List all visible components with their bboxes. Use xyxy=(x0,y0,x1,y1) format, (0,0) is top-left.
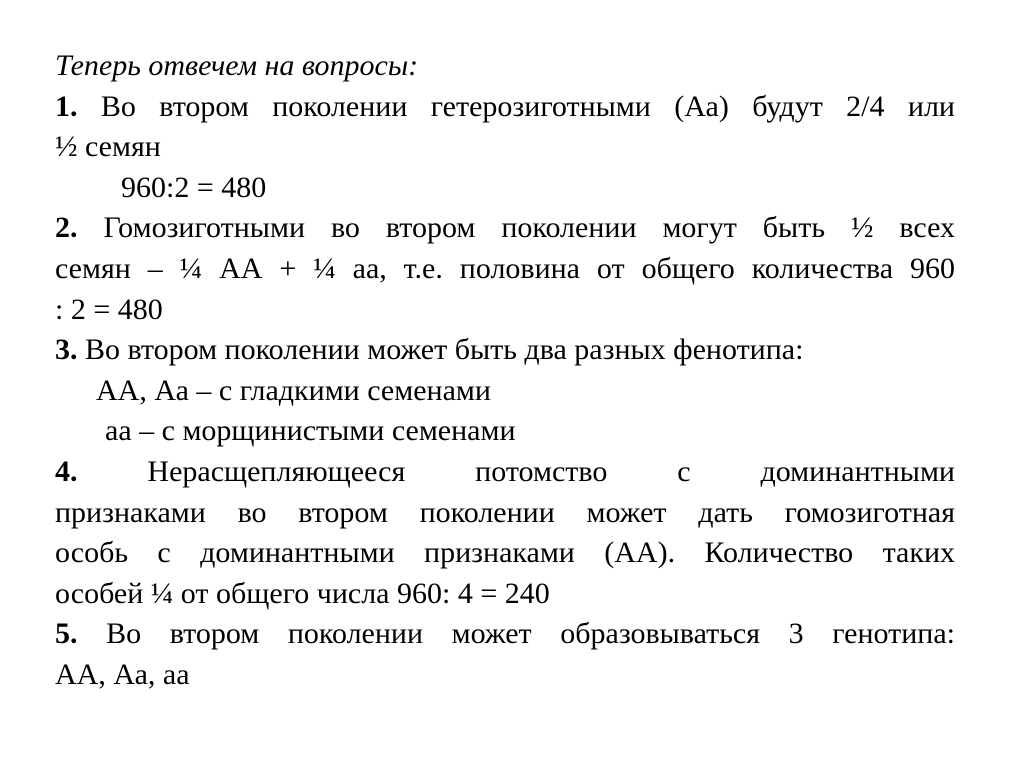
answer-4-line-2: признаками во втором поколении может дать гомозиготная xyxy=(55,495,955,529)
answer-4-text-1: Нерасщепляющееся потомство с доминантными xyxy=(77,454,955,488)
answer-1-number: 1. xyxy=(55,89,78,123)
answer-3-line-1 xyxy=(55,330,955,371)
answer-1-calculation: 960:2 = 480 xyxy=(121,170,267,204)
answer-3-phenotype-smooth: АА, Аа – с гладкими семенами xyxy=(96,373,491,407)
answer-3-number: 3. xyxy=(55,333,78,367)
answer-5-number: 5. xyxy=(55,617,78,651)
answer-4-line-1 xyxy=(55,452,955,493)
answer-3-text-1: Во втором поколении может быть два разных фенотипа: xyxy=(77,333,804,367)
answer-4-line-3: особь с доминантными признаками (АА). Количество таких xyxy=(55,536,955,570)
answer-5-text-1: Во втором поколении может образовываться 3 генотипа: xyxy=(77,617,955,651)
answer-5-line-1 xyxy=(55,614,955,655)
answer-2-number: 2. xyxy=(55,211,78,245)
answer-2-line-1 xyxy=(55,208,955,249)
answer-5-line-2: АА, Аа, аа xyxy=(55,657,190,691)
answer-2-line-3: : 2 = 480 xyxy=(55,292,163,326)
answer-3-phenotype-wrinkled: аа – с морщинистыми семенами xyxy=(105,414,516,448)
answer-4-line-4: особей ¼ от общего числа 960: 4 = 240 xyxy=(55,576,550,610)
answer-1-line-1 xyxy=(55,87,955,128)
answer-2-text-1: Гомозиготными во втором поколении могут быть ½ всех xyxy=(77,211,955,245)
answer-1-line-2: ½ семян xyxy=(55,130,161,164)
answer-4-number: 4. xyxy=(55,454,78,488)
answer-1-text-1: Во втором поколении гетерозиготными (Аа) будут 2/4 или xyxy=(77,89,955,123)
slide-content xyxy=(55,46,955,696)
answer-2-line-2: семян – ¼ АА + ¼ аа, т.е. половина от общего количества 960 xyxy=(55,251,955,285)
intro-heading: Теперь отвечем на вопросы: xyxy=(55,49,419,82)
